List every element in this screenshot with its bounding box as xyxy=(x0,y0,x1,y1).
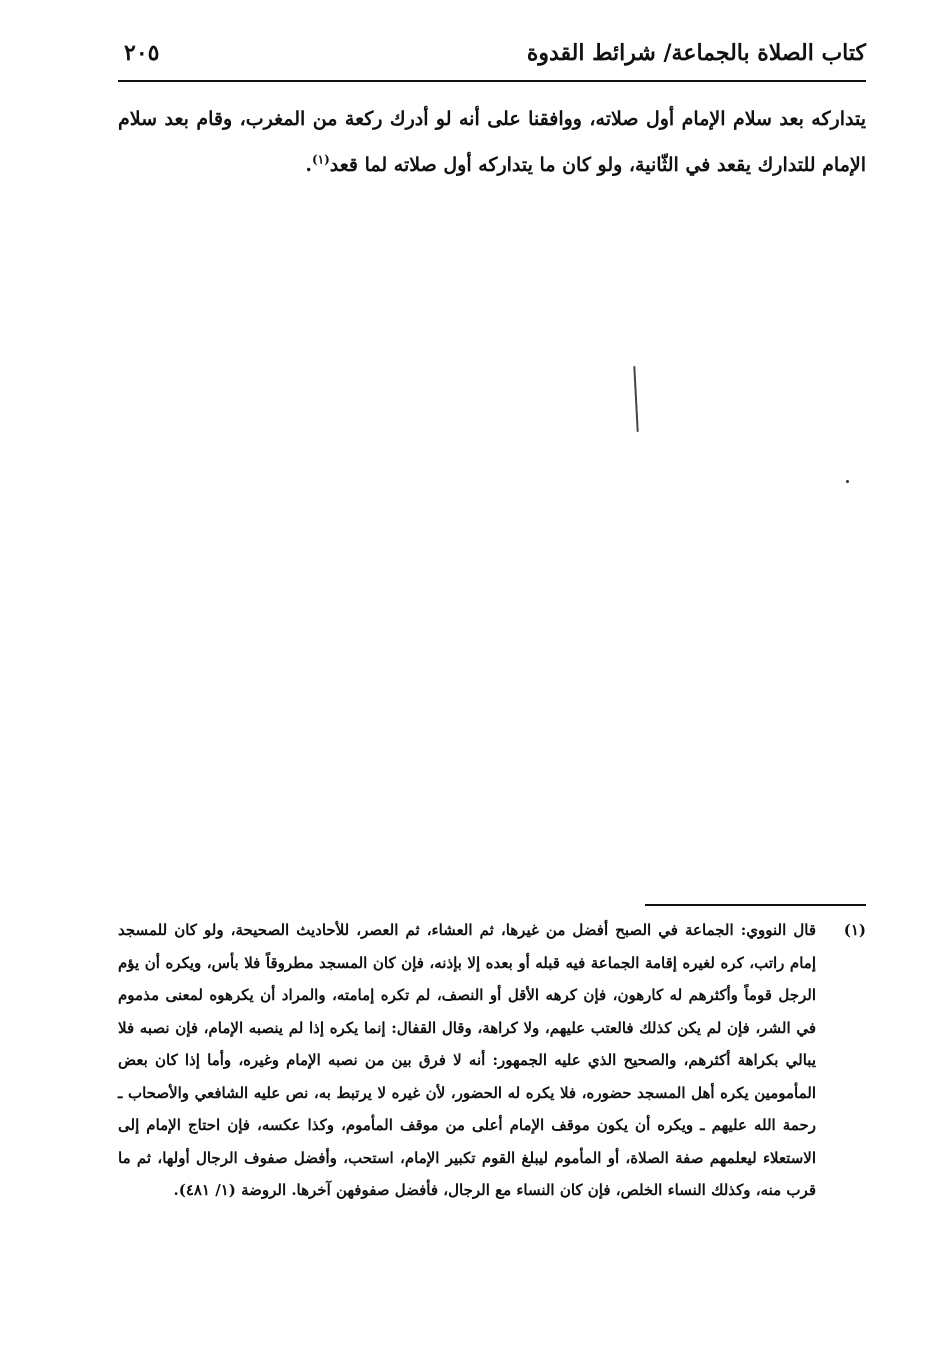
header-rule xyxy=(118,80,866,82)
stray-pen-mark xyxy=(633,366,638,432)
footnote-number: (١) xyxy=(843,921,866,939)
footnote-item xyxy=(118,914,866,1207)
page-number: ٢٠٥ xyxy=(124,40,160,66)
footnote-text: قال النووي: الجماعة في الصبح أفضل من غيرها، ثم العشاء، ثم العصر، للأحاديث الصحيحة، ولو كان للمسجد إمام راتب، كره لغيره إقامة الجماعة فيه قبله أو بعده إلا بإذنه، فإن كان المسجد مطروقاً فلا بأس، ويكره أن يؤم الرجل قوماً وأكثرهم له كارهون، فإن كرهه الأقل أو النصف، لم تكره إمامته، والمراد أن يكرهوه لمعنى مذموم في الشر، فإن لم يكن كذلك فالعتب عليهم، ولا كراهة، وقال القفال: إنما يكره إذا لم ينصبه الإمام، فإن نصبه فلا يبالي بكراهة أكثرهم، والصحيح الذي عليه الجمهور: أنه لا فرق بين من نصبه الإمام وغيره، وأما إذا كان بعض المأمومين يكره أهل المسجد حضوره، فلا يكره له الحضور، لأن غيره لا يرتبط به، نص عليه الشافعي والأصحاب ـ رحمة الله عليهم ـ ويكره أن يكون موقف الإمام أعلى من موقف المأموم، وكذا عكسه، فإن احتاج الإمام إلى الاستعلاء ليعلمهم صفة الصلاة، أو المأموم ليبلغ القوم تكبير الإمام، استحب، وأفضل صفوف الرجال أولها، ثم ما قرب منه، وكذلك النساء الخلص، فإن كان النساء مع الرجال، فأفضل صفوفهن آخرها. الروضة (١/ ٤٨١). xyxy=(118,921,816,1199)
running-title: كتاب الصلاة بالجماعة/ شرائط القدوة xyxy=(526,40,866,66)
footnote-reference[interactable]: (١) xyxy=(311,152,330,167)
page-header xyxy=(118,38,866,78)
stray-dot xyxy=(846,480,849,483)
body-paragraph xyxy=(118,96,866,188)
footnotes-section xyxy=(118,914,866,1207)
body-paragraph-text: يتداركه بعد سلام الإمام أول صلاته، ووافقنا على أنه لو أدرك ركعة من المغرب، وقام بعد سلام الإمام للتدارك يقعد في الثّانية، ولو كان ما يتداركه أول صلاته لما قعد xyxy=(118,108,866,176)
footnote-separator xyxy=(645,904,866,906)
paragraph-end-mark: . xyxy=(305,154,312,176)
